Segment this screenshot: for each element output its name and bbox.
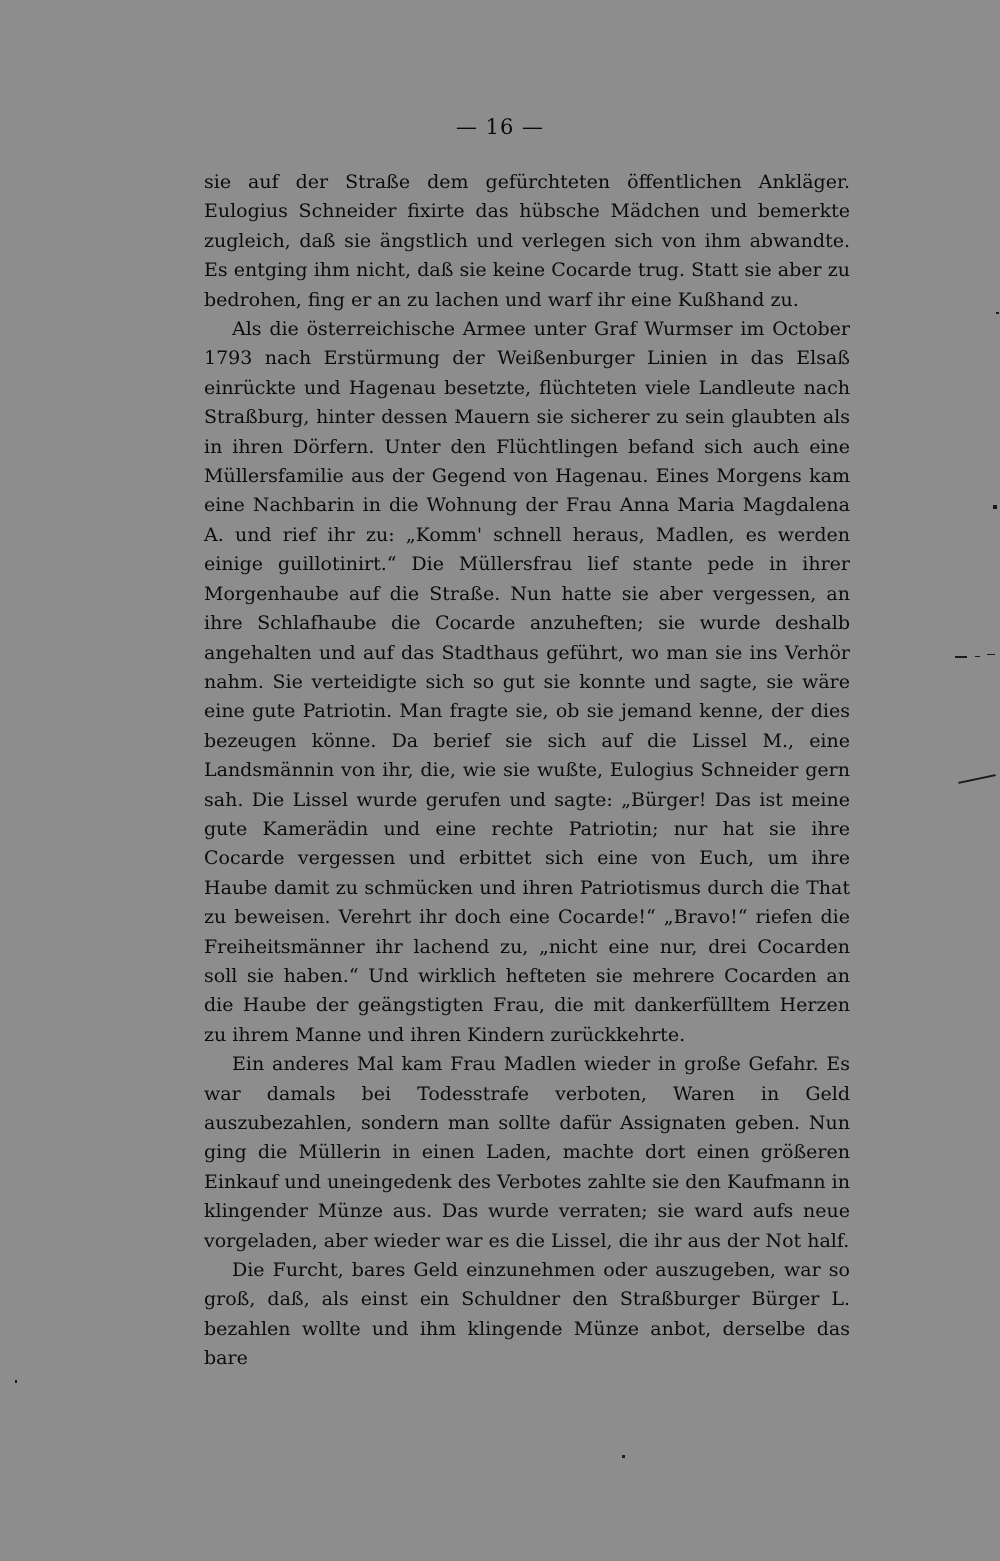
body-text	[204, 168, 850, 1374]
page-number: — 16 —	[455, 115, 545, 139]
paragraph-2: Als die österreichische Armee unter Graf Wurmser im October 1793 nach Erstürmung der Weißenburger Linien in das Elsaß einrückte und Hagenau besetzte, flüchteten viele Landleute nach Straßburg, hinter dessen Mauern sie sicherer zu sein glaubten als in ihren Dörfern. Unter den Flüchtlingen befand sich auch eine Müllersfamilie aus der Gegend von Hagenau. Eines Morgens kam eine Nachbarin in die Wohnung der Frau Anna Maria Magdalena A. und rief ihr zu: „Komm' schnell heraus, Madlen, es werden einige guillotinirt.“ Die Müllersfrau lief stante pede in ihrer Morgenhaube auf die Straße. Nun hatte sie aber vergessen, an ihre Schlafhaube die Cocarde anzuheften; sie wurde deshalb angehalten und auf das Stadthaus geführt, wo man sie ins Verhör nahm. Sie verteidigte sich so gut sie konnte und sagte, sie wäre eine gute Patriotin. Man fragte sie, ob sie jemand kenne, der dies bezeugen könne. Da berief sie sich auf die Lissel M., eine Landsmännin von ihr, die, wie sie wußte, Eulogius Schneider gern sah. Die Lissel wurde gerufen und sagte: „Bürger! Das ist meine gute Kamerädin und eine rechte Patriotin; nur hat sie ihre Cocarde vergessen und erbittet sich eine von Euch, um ihre Haube damit zu schmücken und ihren Patriotismus durch die That zu beweisen. Verehrt ihr doch eine Cocarde!“ „Bravo!“ riefen die Freiheitsmänner ihr lachend zu, „nicht eine nur, drei Cocarden soll sie haben.“ Und wirklich hefteten sie mehrere Cocarden an die Haube der geängstigten Frau, die mit dankerfülltem Herzen zu ihrem Manne und ihren Kindern zurückkehrte.	[204, 318, 850, 1046]
margin-speck	[996, 312, 999, 314]
margin-speck	[955, 656, 967, 658]
paragraph-3: Ein anderes Mal kam Frau Madlen wieder in große Gefahr. Es war damals bei Todesstrafe verboten, Waren in Geld auszubezahlen, sondern man sollte dafür Assignaten geben. Nun ging die Müllerin in einen Laden, machte dort einen größeren Einkauf und uneingedenk des Verbotes zahlte sie den Kaufmann in klingender Münze aus. Das wurde verraten; sie ward aufs neue vorgeladen, aber wieder war es die Lissel, die ihr aus der Not half.	[204, 1053, 850, 1252]
margin-speck	[15, 1380, 17, 1383]
margin-speck	[987, 654, 995, 655]
paragraph-1: sie auf der Straße dem gefürchteten öffentlichen Ankläger. Eulogius Schneider fixirte das hübsche Mädchen und bemerkte zugleich, daß sie ängstlich und verlegen sich von ihm abwandte. Es entging ihm nicht, daß sie keine Cocarde trug. Statt sie aber zu bedrohen, fing er an zu lachen und warf ihr eine Kußhand zu.	[204, 171, 850, 311]
margin-speck	[958, 774, 996, 784]
paragraph-4: Die Furcht, bares Geld einzunehmen oder auszugeben, war so groß, daß, als einst ein Schuldner den Straßburger Bürger L. bezahlen wollte und ihm klingende Münze anbot, derselbe das bare	[204, 1259, 850, 1370]
margin-speck	[622, 1455, 625, 1458]
margin-speck	[975, 656, 980, 657]
margin-speck	[993, 505, 997, 509]
